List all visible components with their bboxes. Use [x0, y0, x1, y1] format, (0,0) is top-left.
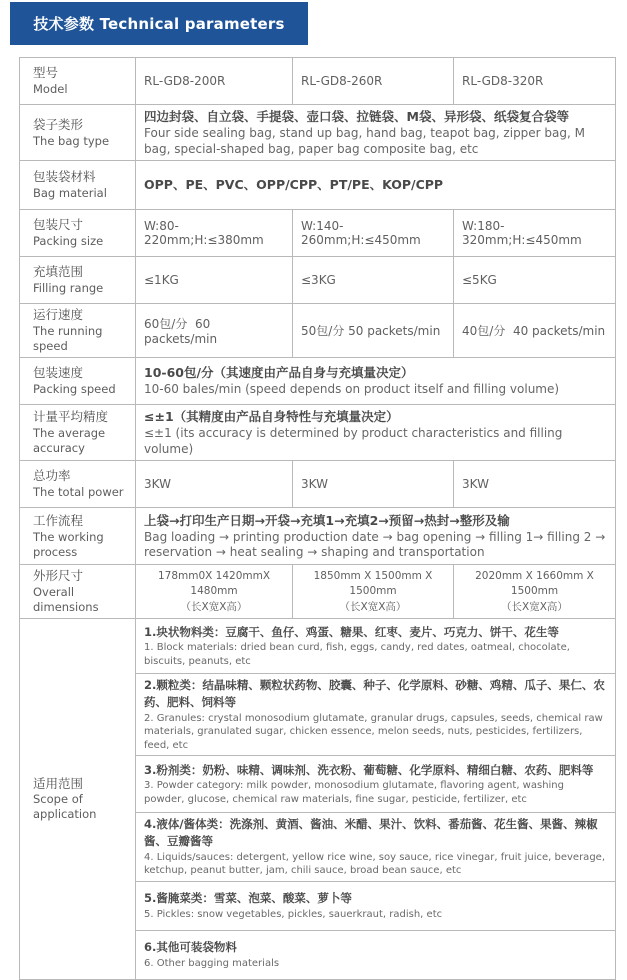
scope-item-6: [136, 930, 616, 979]
bag-material-value: OPP、PE、PVC、OPP/CPP、PT/PE、KOP/CPP: [136, 161, 616, 210]
label-en: Packing speed: [33, 382, 116, 397]
label-zh: 计量平均精度: [33, 409, 109, 425]
packing-speed-en: 10-60 bales/min (speed depends on product itself and filling volume): [144, 382, 560, 397]
row-working-process-label: [20, 508, 136, 565]
packing-size-value-2: W:140-260mm;H:≤450mm: [293, 210, 454, 257]
label-en: The bag type: [33, 133, 110, 148]
accuracy-zh: ≤±1（其精度由产品自身特性与充填量决定）: [144, 409, 399, 425]
scope-item-3: [136, 756, 616, 813]
running-speed-value-2: 50包/分 50 packets/min: [293, 304, 454, 358]
row-bag-material: [20, 161, 616, 210]
row-dimensions-label: [20, 565, 136, 619]
running-speed-value-1: 60包/分 60 packets/min: [136, 304, 293, 358]
label-zh: 工作流程: [33, 513, 84, 528]
label-zh: 总功率: [33, 468, 71, 484]
scope-item-zh: 5.酱腌菜类：雪菜、泡菜、酸菜、萝卜等: [144, 891, 352, 906]
label-zh: 适用范围: [33, 775, 84, 791]
label-en: Bag material: [33, 186, 107, 201]
label-en: Overall dimensions: [33, 585, 99, 615]
label-en: The total power: [33, 485, 124, 500]
row-total-power-label: [20, 461, 136, 508]
row-packing-size: [20, 210, 616, 257]
row-working-process: [20, 508, 616, 565]
scope-item-en: 1. Block materials: dried bean curd, fish, eggs, candy, red dates, oatmeal, chocolate, biscuits, peanuts, etc: [144, 642, 570, 667]
scope-item-zh: 6.其他可装袋物料: [144, 940, 237, 955]
scope-item-5: [136, 881, 616, 930]
label-zh: 型号: [33, 65, 59, 81]
label-zh: 包装袋材料: [33, 169, 96, 185]
total-power-value-2: 3KW: [293, 461, 454, 508]
technical-parameters-table: [19, 57, 616, 980]
scope-item-en: 4. Liquids/sauces: detergent, yellow rice wine, soy sauce, rice vinegar, fruit juice, beverage, ketchup, peanut butter, jam, chili sauce, broad bean sauce, etc: [144, 851, 605, 877]
row-filling-range: [20, 257, 616, 304]
scope-item-zh: 3.粉剂类：奶粉、味精、调味剂、洗衣粉、葡萄糖、化学原料、精细白糖、农药、肥料等: [144, 763, 594, 777]
dimensions-value-1: [136, 565, 293, 619]
dimensions-note: （长X宽X高）: [180, 601, 248, 614]
label-en: The working process: [33, 529, 104, 559]
scope-item-en: 5. Pickles: snow vegetables, pickles, sauerkraut, radish, etc: [144, 908, 443, 920]
row-bag-type: [20, 105, 616, 161]
running-speed-value-3: 40包/分 40 packets/min: [454, 304, 616, 358]
row-scope-label: [20, 619, 136, 980]
accuracy-en: ≤±1 (its accuracy is determined by product characteristics and filling volume): [144, 426, 563, 456]
page-title: [10, 2, 308, 45]
label-en: The running speed: [33, 324, 103, 354]
packing-speed-zh: 10-60包/分（其速度由产品自身与充填量决定）: [144, 365, 414, 381]
scope-item-en: 3. Powder category: milk powder, monosodium glutamate, flavoring agent, washing powder, glucose, chemical raw materials, fine sugar, pesticide, fertilizer, etc: [144, 780, 564, 805]
dimensions-note: （长X宽X高）: [339, 601, 407, 614]
scope-item-zh: 4.液体/酱体类：洗涤剂、黄酒、酱油、米醋、果汁、饮料、番茄酱、花生酱、果酱、辣椒酱、豆瓣酱等: [144, 817, 598, 849]
dimensions-value-2: [293, 565, 454, 619]
label-en: Filling range: [33, 281, 104, 296]
scope-item-en: 2. Granules: crystal monosodium glutamate, granular drugs, capsules, seeds, chemical raw materials, granulated sugar, chicken essence, melon seeds, nuts, pesticides, fertilizers, feed, etc: [144, 712, 603, 751]
label-en: Model: [33, 81, 68, 96]
bag-type-zh: 四边封袋、自立袋、手提袋、壶口袋、拉链袋、M袋、异形袋、纸袋复合袋等: [144, 109, 569, 124]
bag-type-value: [136, 105, 616, 161]
working-process-value: [136, 508, 616, 565]
filling-range-value-1: ≤1KG: [136, 257, 293, 304]
filling-range-value-2: ≤3KG: [293, 257, 454, 304]
row-model: [20, 58, 616, 105]
row-scope-1: [20, 619, 616, 674]
model-value-1: RL-GD8-200R: [136, 58, 293, 105]
model-value-3: RL-GD8-320R: [454, 58, 616, 105]
label-en: Scope of application: [33, 792, 97, 822]
total-power-value-1: 3KW: [136, 461, 293, 508]
total-power-value-3: 3KW: [454, 461, 616, 508]
label-en: The average accuracy: [33, 426, 106, 456]
model-value-2: RL-GD8-260R: [293, 58, 454, 105]
packing-size-value-1: W:80-220mm;H:≤380mm: [136, 210, 293, 257]
row-bag-material-label: [20, 161, 136, 210]
row-accuracy-label: [20, 405, 136, 461]
row-accuracy: [20, 405, 616, 461]
label-zh: 运行速度: [33, 307, 84, 323]
page-title-text: 技术参数 Technical parameters: [33, 15, 285, 33]
scope-item-zh: 2.颗粒类：结晶味精、颗粒状药物、胶囊、种子、化学原料、砂糖、鸡精、瓜子、果仁、农药、肥料、饲料等: [144, 678, 605, 710]
accuracy-value: [136, 405, 616, 461]
scope-item-4: [136, 813, 616, 882]
row-packing-speed: [20, 358, 616, 405]
dimensions-note: （长X宽X高）: [501, 601, 568, 614]
label-zh: 包装尺寸: [33, 217, 84, 233]
label-zh: 袋子类形: [33, 116, 84, 132]
row-total-power: [20, 461, 616, 508]
scope-item-zh: 1.块状物料类：豆腐干、鱼仔、鸡蛋、糖果、红枣、麦片、巧克力、饼干、花生等: [144, 625, 559, 639]
row-model-label: [20, 58, 136, 105]
scope-item-en: 6. Other bagging materials: [144, 957, 280, 969]
label-en: Packing size: [33, 234, 104, 249]
packing-speed-value: [136, 358, 616, 405]
row-packing-speed-label: [20, 358, 136, 405]
packing-size-value-3: W:180-320mm;H:≤450mm: [454, 210, 616, 257]
dimensions-value-3: [454, 565, 616, 619]
dimensions-size: 1850mm X 1500mm X 1500mm: [313, 569, 433, 598]
row-bag-type-label: [20, 105, 136, 161]
working-process-en: Bag loading → printing production date → bag opening → filling 1→ filling 2 → reservation → heat sealing → shaping and transportation: [144, 529, 606, 560]
dimensions-size: 2020mm X 1660mm X 1500mm: [475, 569, 594, 598]
bag-type-en: Four side sealing bag, stand up bag, hand bag, teapot bag, zipper bag, M bag, special-shaped bag, paper bag composite bag, etc: [144, 126, 585, 156]
row-running-speed-label: [20, 304, 136, 358]
filling-range-value-3: ≤5KG: [454, 257, 616, 304]
dimensions-size: 178mm0X 1420mmX 1480mm: [157, 569, 271, 598]
scope-item-1: [136, 619, 616, 674]
label-zh: 外形尺寸: [33, 568, 84, 584]
working-process-zh: 上袋→打印生产日期→开袋→充填1→充填2→预留→热封→整形及输: [144, 512, 510, 528]
row-packing-size-label: [20, 210, 136, 257]
row-dimensions: [20, 565, 616, 619]
row-filling-range-label: [20, 257, 136, 304]
row-running-speed: [20, 304, 616, 358]
label-zh: 包装速度: [33, 365, 84, 381]
scope-item-2: [136, 674, 616, 756]
label-zh: 充填范围: [33, 264, 84, 280]
